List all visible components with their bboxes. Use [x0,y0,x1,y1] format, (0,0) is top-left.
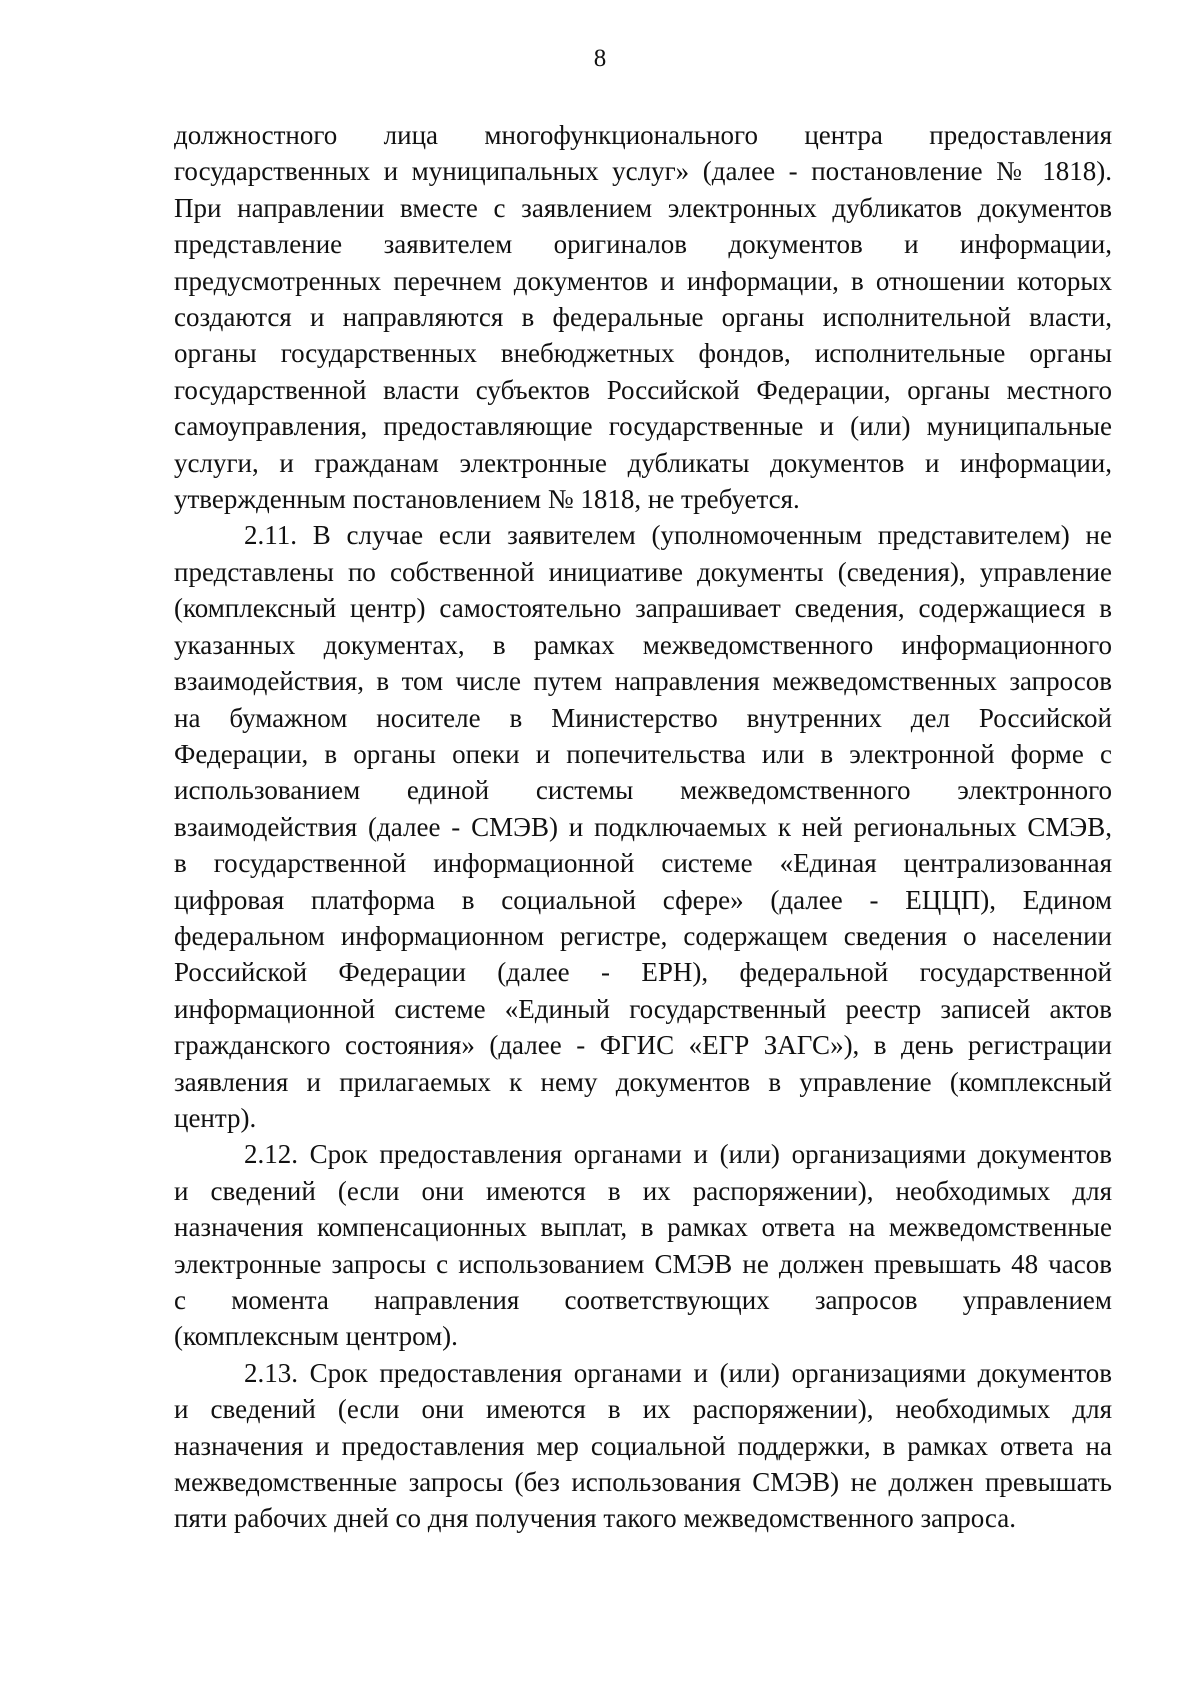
page-number: 8 [593,45,607,72]
text-line: Федерации, в органы опеки и попечительства или в электронной форме с [174,738,1112,769]
text-line: При направлении вместе с заявлением электронных дубликатов документов [174,192,1112,223]
text-line: гражданского состояния» (далее - ФГИС «ЕГР ЗАГС»), в день регистрации [174,1030,1112,1061]
text-line: 2.12. Срок предоставления органами и (или) организациями документов [244,1139,1112,1170]
text-line: федеральном информационном регистре, содержащем сведения о населении [174,920,1112,951]
text-line: создаются и направляются в федеральные органы исполнительной власти, [174,302,1112,333]
text-line: пяти рабочих дней со дня получения такого межведомственного запроса. [174,1503,1016,1534]
text-line: должностного лица многофункционального центра предоставления [174,120,1112,150]
text-line: органы государственных внебюджетных фондов, исполнительные органы [174,338,1112,369]
paragraph-p-2-11 [174,517,1112,1136]
text-line: с момента направления соответствующих запросов управлением [174,1285,1112,1315]
text-line: назначения компенсационных выплат, в рамках ответа на межведомственные [174,1212,1112,1243]
text-line: предусмотренных перечнем документов и информации, в отношении которых [174,265,1112,296]
text-line: самоуправления, предоставляющие государственные и (или) муниципальные [174,411,1112,442]
text-line: электронные запросы с использованием СМЭВ не должен превышать 48 часов [174,1248,1112,1279]
text-line: взаимодействия (далее - СМЭВ) и подключаемых к ней региональных СМЭВ, [174,811,1112,842]
text-line: межведомственные запросы (без использования СМЭВ) не должен превышать [174,1467,1112,1498]
text-line: 2.13. Срок предоставления органами и (или) организациями документов [244,1357,1112,1388]
text-line: указанных документах, в рамках межведомственного информационного [174,629,1112,660]
text-line: на бумажном носителе в Министерство внутренних дел Российской [174,702,1112,733]
document-body [174,117,1112,1537]
text-line: (комплексным центром). [174,1321,458,1352]
text-line: цифровая платформа в социальной сфере» (далее - ЕЦЦП), Едином [174,884,1112,915]
text-line: утвержденным постановлением № 1818, не требуется. [174,484,800,515]
text-line: и сведений (если они имеются в их распоряжении), необходимых для [174,1175,1112,1206]
text-line: государственных и муниципальных услуг» (далее - постановление № 1818). [174,156,1112,187]
paragraph-continuation [174,117,1112,517]
text-line: назначения и предоставления мер социальной поддержки, в рамках ответа на [174,1430,1112,1461]
text-line: использованием единой системы межведомственного электронного [174,775,1112,806]
text-line: и сведений (если они имеются в их распоряжении), необходимых для [174,1394,1112,1425]
paragraph-p-2-12 [174,1136,1112,1354]
text-line: центр). [174,1102,257,1133]
text-line: Российской Федерации (далее - ЕРН), федеральной государственной [174,957,1112,988]
text-line: государственной власти субъектов Российской Федерации, органы местного [174,374,1112,405]
text-line: представлены по собственной инициативе документы (сведения), управление [174,556,1112,587]
text-line: взаимодействия, в том числе путем направления межведомственных запросов [174,666,1112,697]
paragraph-p-2-13 [174,1355,1112,1537]
text-line: 2.11. В случае если заявителем (уполномоченным представителем) не [244,520,1112,551]
text-line: информационной системе «Единый государственный реестр записей актов [174,993,1112,1024]
text-line: услуги, и гражданам электронные дубликаты документов и информации, [174,447,1112,478]
text-line: в государственной информационной системе «Единая централизованная [174,848,1112,879]
text-line: заявления и прилагаемых к нему документов в управление (комплексный [174,1066,1112,1097]
text-line: (комплексный центр) самостоятельно запрашивает сведения, содержащиеся в [174,593,1112,624]
text-line: представление заявителем оригиналов документов и информации, [174,229,1112,260]
